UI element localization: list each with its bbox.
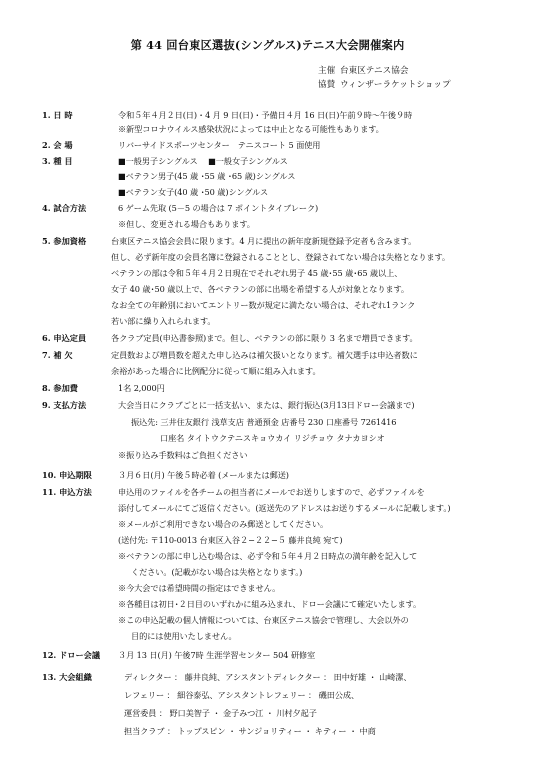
section-line: なお全ての年齢別においてエントリー数が規定に満たない場合は、それぞれ1ランク xyxy=(111,300,416,310)
document-title: 第 44 回台東区選抜(シングルス)テニス大会開催案内 xyxy=(130,38,405,52)
section-line: 各クラブ定員(申込書参照)まで。但し、ベテランの部に限り 3 名まで増員できます。 xyxy=(111,333,418,343)
section-line: リバーサイドスポーツセンター テニスコート 5 面使用 xyxy=(118,140,321,150)
section-line: 申込用のファイルを各チームの担当者にメールでお送りしますので、必ずファイルを xyxy=(118,487,425,497)
section-label-application: 11. 申込方法 xyxy=(42,487,92,497)
section-line: ※振り込み手数料はご負担ください xyxy=(118,450,248,460)
section-line: ※新型コロナウイルス感染状況によっては中止となる可能性もあります。 xyxy=(118,124,384,134)
section-line: 大会当日にクラブごとに一括支払い、または、銀行振込(3月13日ドロー会議まで) xyxy=(118,400,415,410)
section-line: 1名 2,000円 xyxy=(118,383,165,393)
section-line: ※今大会では希望時間の指定はできません。 xyxy=(118,583,281,593)
section-line: ください。(記載がない場合は失格となります。) xyxy=(131,567,303,577)
section-line: 女子 40 歳･50 歳以上で、各ベテランの部に出場を希望する人が対象となります。 xyxy=(111,284,410,294)
section-line: ３月６日(月) 午後５時必着 (メールまたは郵送) xyxy=(118,470,289,480)
section-line: 6 ゲーム先取 (5－5 の場合は 7 ポイントタイブレーク) xyxy=(118,203,319,213)
section-line: ■ベテラン男子(45 歳 ･55 歳 ･65 歳)シングルス xyxy=(118,171,296,181)
section-label-substitutes: 7. 補 欠 xyxy=(42,350,73,360)
section-line: ※メールがご利用できない場合のみ郵送としてください。 xyxy=(118,519,329,529)
section-line: ※ベテランの部に申し込む場合は、必ず令和５年４月２日時点の満年齢を記入して xyxy=(118,551,418,561)
section-line: 運営委員 ： 野口美智子 ・ 金子みつ江 ・ 川村夕起子 xyxy=(124,708,317,718)
section-label-datetime: 1. 日 時 xyxy=(42,110,73,120)
section-label-capacity: 6. 申込定員 xyxy=(42,333,87,343)
section-line: (送付先: 〒110-0013 台東区入谷２−２２−５ 藤井良純 宛て) xyxy=(118,535,343,545)
section-line: 振込先: 三井住友銀行 浅草支店 普通預金 店番号 230 口座番号 7261416 xyxy=(131,417,397,427)
section-line: レフェリー ： 細谷泰弘、アシスタントレフェリー ： 磯田公成、 xyxy=(124,690,360,700)
section-line: 口座名 タイトウクテニスキョウカイ リジチョウ タナカヨシオ xyxy=(160,433,385,443)
section-line: ３月 13 日(月) 午後7時 生涯学習センター 504 研修室 xyxy=(118,650,316,660)
section-label-events: 3. 種 目 xyxy=(42,156,73,166)
section-label-deadline: 10. 申込期限 xyxy=(42,470,92,480)
organizer-sponsor-role: 協賛 xyxy=(318,80,336,90)
section-label-venue: 2. 会 場 xyxy=(42,140,73,150)
organizer-host xyxy=(318,64,408,76)
section-line: ■一般男子シングルス ■一般女子シングルス xyxy=(118,156,288,166)
section-label-fee: 8. 参加費 xyxy=(42,383,78,393)
section-label-payment: 9. 支払方法 xyxy=(42,400,87,410)
section-line: ディレクター ： 藤井良純、アシスタントディレクター ： 田中好雄 ・ 山崎潔、 xyxy=(124,672,412,682)
section-line: 令和５年４月２日(日)・4 月 9 日(日)・予備日４月 16 日(日)午前９時～午後９時 xyxy=(118,110,413,120)
section-label-draw-meeting: 12. ドロー会議 xyxy=(42,650,101,660)
section-line: 添付してメールにてご返信ください。(返送先のアドレスはお送りするメールに記載します。) xyxy=(118,503,451,513)
section-line: 余裕があった場合に比例配分に従って順に組み入れます。 xyxy=(111,366,321,376)
section-line: 担当クラブ ： トップスピン ・ サンジョリティー ・ キティー ・ 中商 xyxy=(124,726,376,736)
section-line: 目的には使用いたしません。 xyxy=(131,631,237,641)
organizer-sponsor xyxy=(318,78,451,90)
section-line: ベテランの部は令和５年４月２日現在でそれぞれ男子 45 歳･55 歳･65 歳以上、 xyxy=(111,268,403,278)
section-line: ※各種目は初日･２日目のいずれかに組み込まれ、ドロー会議にて確定いたします。 xyxy=(118,599,422,609)
section-label-match-format: 4. 試合方法 xyxy=(42,203,87,213)
section-label-eligibility: 5. 参加資格 xyxy=(42,236,87,246)
organizer-sponsor-name: ウィンザーラケットショップ xyxy=(340,80,451,90)
organizer-host-role: 主催 xyxy=(318,66,336,76)
organizer-host-name: 台東区テニス協会 xyxy=(340,66,409,76)
section-line: ■ベテラン女子(40 歳 ･50 歳)シングルス xyxy=(118,187,269,197)
section-line: 定員数および増員数を超えた申し込みは補欠扱いとなります。補欠選手は申込者数に xyxy=(111,350,418,360)
section-label-organization: 13. 大会組織 xyxy=(42,672,92,682)
section-line: 若い部に繰り入れられます。 xyxy=(111,316,216,326)
section-line: 台東区テニス協会会員に限ります。4 月に提出の新年度新規登録予定者も含みます。 xyxy=(111,236,417,246)
section-line: 但し、必ず新年度の会員名簿に登録されることとし、登録されてない場合は失格となります。 xyxy=(111,252,451,262)
section-line: ※但し、変更される場合もあります。 xyxy=(118,219,255,229)
section-line: ※この申込記載の個人情報については、台東区テニス協会で管理し、大会以外の xyxy=(118,615,409,625)
